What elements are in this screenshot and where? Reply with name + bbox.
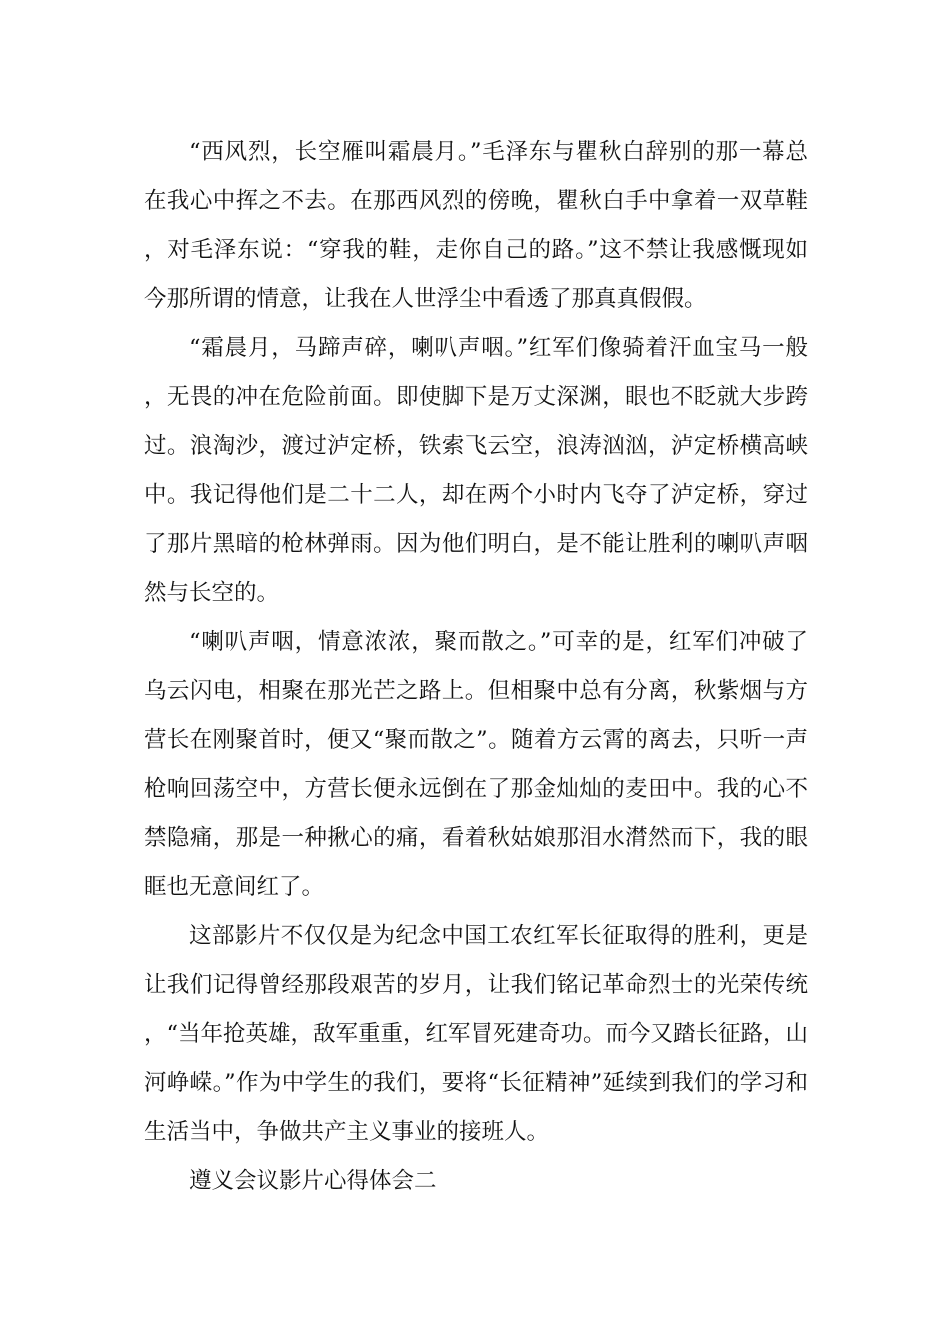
paragraph-3: “喇叭声咽，情意浓浓，聚而散之。”可幸的是，红军们冲破了乌云闪电，相聚在那光芒之路上。但相聚中总有分离，秋紫烟与方营长在刚聚首时，便又“聚而散之”。随着方云霄的离去，只听一声枪响回荡空中，方营长便永远倒在了那金灿灿的麦田中。我的心不禁隐痛，那是一种揪心的痛，看着秋姑娘那泪水潸然而下，我的眼眶也无意间红了。	[144, 629, 808, 900]
section-heading: 遵义会议影片心得体会二	[189, 1168, 437, 1194]
document-body	[144, 128, 808, 1206]
paragraph-4: 这部影片不仅仅是为纪念中国工农红军长征取得的胜利，更是让我们记得曾经那段艰苦的岁月，让我们铭记革命烈士的光荣传统，“当年抢英雄，敌军重重，红军冒死建奇功。而今又踏长征路，山河峥嵘。”作为中学生的我们，要将“长征精神”延续到我们的学习和生活当中，争做共产主义事业的接班人。	[144, 923, 809, 1145]
paragraph-2: “霜晨月，马蹄声碎，喇叭声咽。”红军们像骑着汗血宝马一般，无畏的冲在危险前面。即使脚下是万丈深渊，眼也不眨就大步跨过。浪淘沙，渡过泸定桥，铁索飞云空，浪涛汹汹，泸定桥横高峡中。我记得他们是二十二人，却在两个小时内飞夺了泸定桥，穿过了那片黑暗的枪林弹雨。因为他们明白，是不能让胜利的喇叭声咽然与长空的。	[144, 335, 808, 606]
paragraph-1: “西风烈，长空雁叫霜晨月。”毛泽东与瞿秋白辞别的那一幕总在我心中挥之不去。在那西风烈的傍晚，瞿秋白手中拿着一双草鞋，对毛泽东说：“穿我的鞋，走你自己的路。”这不禁让我感慨现如今那所谓的情意，让我在人世浮尘中看透了那真真假假。	[144, 139, 808, 312]
